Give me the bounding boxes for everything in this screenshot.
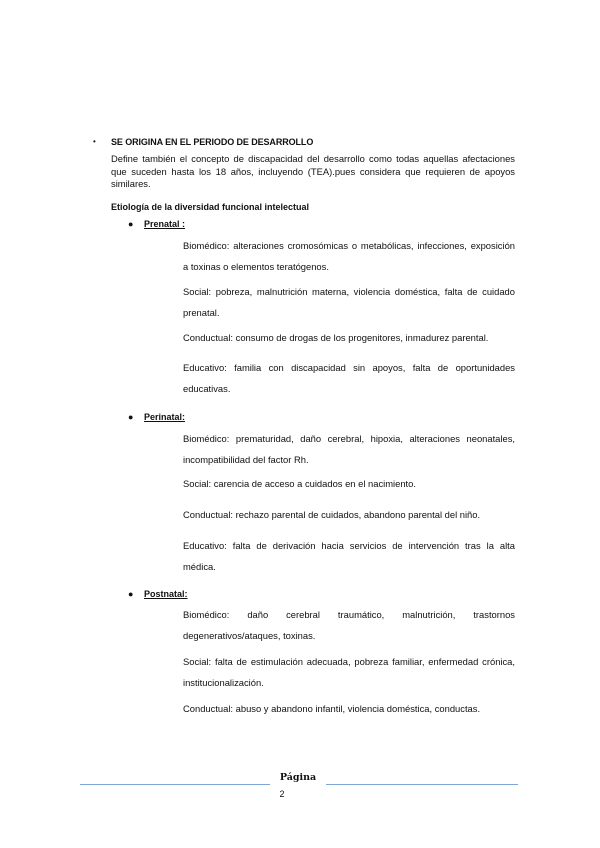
prenatal-title: Prenatal :: [144, 219, 186, 229]
section-bullet: •: [93, 137, 96, 146]
postnatal-item-social: Social: falta de estimulación adecuada, pobreza familiar, enfermedad crónica, institucionalización.: [183, 656, 515, 688]
prenatal-item-conductual: Conductual: consumo de drogas de los progenitores, inmadurez parental.: [183, 332, 489, 343]
section-subheading: Etiología de la diversidad funcional intelectual: [111, 202, 310, 212]
prenatal-item-biomedico: Biomédico: alteraciones cromosómicas o metabólicas, infecciones, exposición a toxinas o elementos teratógenos.: [183, 240, 515, 272]
page-number: 2: [279, 789, 285, 799]
perinatal-item-educativo: Educativo: falta de derivación hacia servicios de intervención tras la alta médica.: [183, 540, 515, 572]
postnatal-title: Postnatal:: [144, 589, 188, 599]
perinatal-title: Perinatal:: [144, 412, 186, 422]
footer-label: Página: [279, 772, 317, 783]
postnatal-bullet: ●: [128, 589, 134, 599]
footer-rule-right: [326, 784, 518, 785]
prenatal-bullet: ●: [128, 219, 134, 229]
section-paragraph: Define también el concepto de discapacidad del desarrollo como todas aquellas afectaciones que suceden hasta los 18 años, incluyendo (TEA).pues considera que requieren de apoyos similares.: [111, 153, 515, 190]
footer-rule-left: [80, 784, 270, 785]
prenatal-item-educativo: Educativo: familia con discapacidad sin apoyos, falta de oportunidades educativas.: [183, 362, 515, 394]
section-heading: SE ORIGINA EN EL PERIODO DE DESARROLLO: [111, 137, 314, 147]
prenatal-item-social: Social: pobreza, malnutrición materna, violencia doméstica, falta de cuidado prenatal.: [183, 286, 515, 318]
perinatal-item-biomedico: Biomédico: prematuridad, daño cerebral, hipoxia, alteraciones neonatales, incompatibilidad del factor Rh.: [183, 433, 515, 465]
postnatal-item-biomedico: Biomédico: daño cerebral traumático, malnutrición, trastornos degenerativos/ataques, toxinas.: [183, 609, 515, 641]
perinatal-bullet: ●: [128, 412, 134, 422]
postnatal-item-conductual: Conductual: abuso y abandono infantil, violencia doméstica, conductas.: [183, 703, 481, 714]
perinatal-item-social: Social: carencia de acceso a cuidados en el nacimiento.: [183, 478, 416, 489]
perinatal-item-conductual: Conductual: rechazo parental de cuidados, abandono parental del niño.: [183, 509, 481, 520]
